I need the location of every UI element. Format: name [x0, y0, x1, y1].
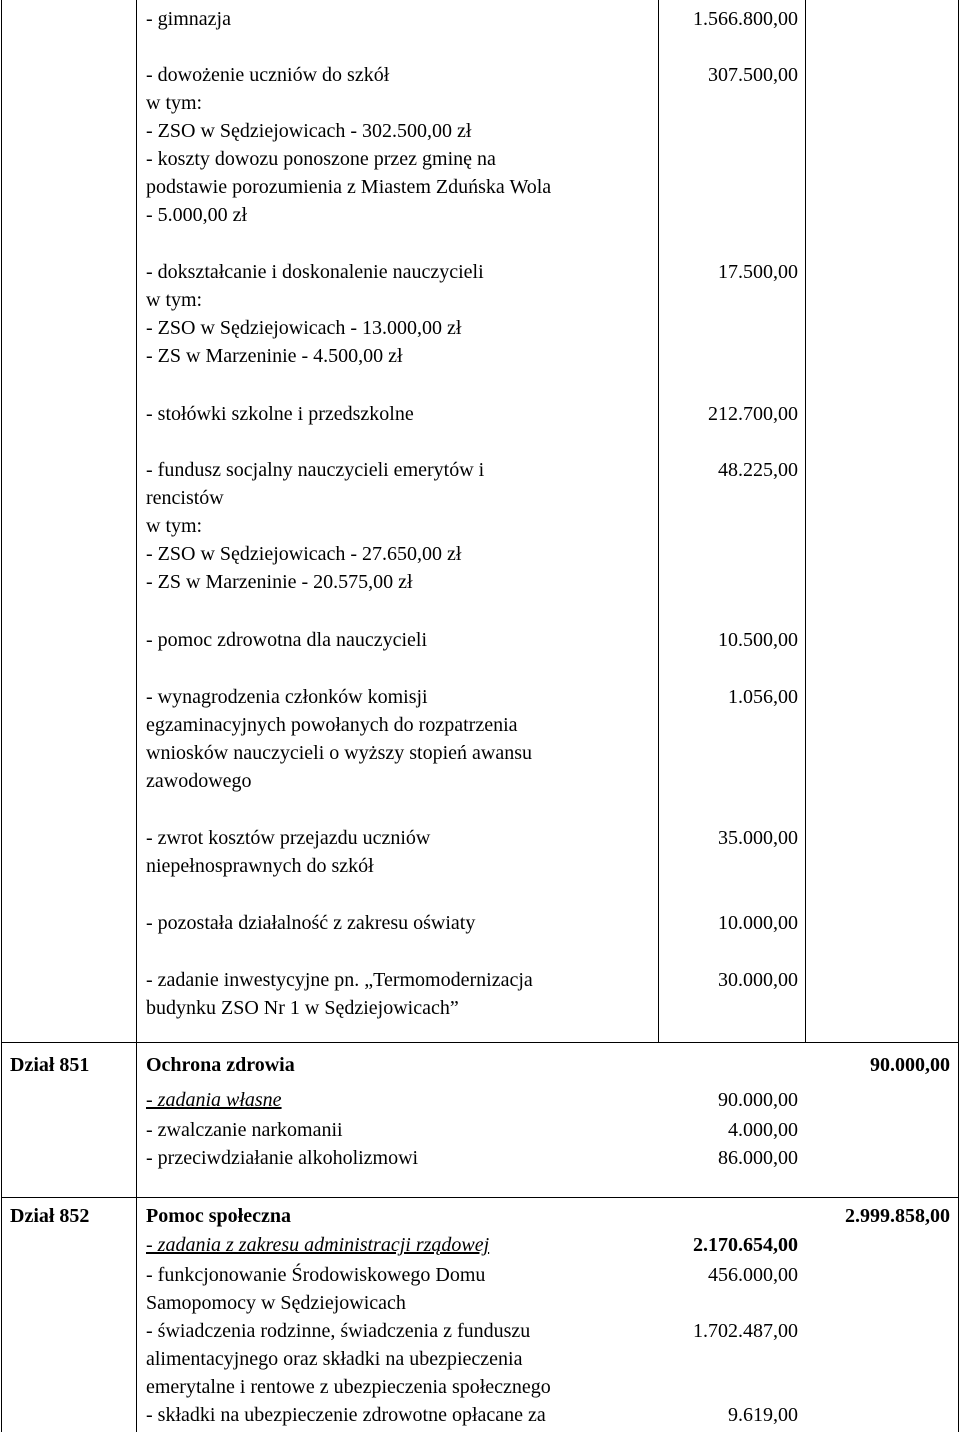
dowozenie-line-5: podstawie porozumienia z Miastem Zduńska Wola [146, 176, 552, 198]
pomoc-zdrowotna-label: - pomoc zdrowotna dla nauczycieli [146, 629, 427, 651]
rule-col3 [805, 0, 806, 1042]
pozostala-amount: 10.000,00 [718, 912, 798, 934]
swiadczenia-line-3: emerytalne i rentowe z ubezpieczenia społecznego [146, 1376, 551, 1398]
fundusz-amount: 48.225,00 [718, 459, 798, 481]
dzial-852-zadania-amount: 2.170.654,00 [693, 1234, 798, 1256]
zwrot-line-1: - zwrot kosztów przejazdu uczniów [146, 827, 431, 849]
rule-col1 [136, 0, 137, 1432]
skladki-label: - składki na ubezpieczenie zdrowotne opłacane za [146, 1404, 546, 1426]
dowozenie-line-4: - koszty dowozu ponoszone przez gminę na [146, 148, 496, 170]
fundusz-line-1: - fundusz socjalny nauczycieli emerytów i [146, 459, 485, 481]
wynagrodzenia-line-4: zawodowego [146, 770, 252, 792]
rule-h-851 [1, 1042, 959, 1043]
inwestycja-line-1: - zadanie inwestycyjne pn. „Termomodernizacja [146, 969, 533, 991]
dzial-851-item-label: - przeciwdziałanie alkoholizmowi [146, 1147, 419, 1169]
gimnazja-label: - gimnazja [146, 8, 231, 30]
rule-right [958, 0, 959, 1432]
swiadczenia-line-2: alimentacyjnego oraz składki na ubezpieczenia [146, 1348, 523, 1370]
sdsm-amount: 456.000,00 [708, 1264, 798, 1286]
dowozenie-line-3: - ZSO w Sędziejowicach - 302.500,00 zł [146, 120, 472, 142]
dzial-851-item-label: - zadania własne [146, 1089, 282, 1111]
sdsm-line-1: - funkcjonowanie Środowiskowego Domu [146, 1264, 486, 1286]
fundusz-line-2: rencistów [146, 487, 224, 509]
dowozenie-line-2: w tym: [146, 92, 203, 114]
stolowki-amount: 212.700,00 [708, 403, 798, 425]
dzial-851-code: Dział 851 [10, 1054, 90, 1076]
dzial-852-code: Dział 852 [10, 1205, 90, 1227]
zwrot-amount: 35.000,00 [718, 827, 798, 849]
dzial-851-item-amount: 90.000,00 [718, 1089, 798, 1111]
doksztalcanie-line-1: - dokształcanie i doskonalenie nauczycieli [146, 261, 484, 283]
dzial-851-item-label: - zwalczanie narkomanii [146, 1119, 343, 1141]
dzial-851-total: 90.000,00 [870, 1054, 950, 1076]
pomoc-zdrowotna-amount: 10.500,00 [718, 629, 798, 651]
swiadczenia-line-1: - świadczenia rodzinne, świadczenia z funduszu [146, 1320, 531, 1342]
dzial-851-name: Ochrona zdrowia [146, 1054, 295, 1076]
inwestycja-amount: 30.000,00 [718, 969, 798, 991]
fundusz-line-3: w tym: [146, 515, 203, 537]
dowozenie-line-1: - dowożenie uczniów do szkół [146, 64, 390, 86]
skladki-amount: 9.619,00 [728, 1404, 798, 1426]
dzial-852-name: Pomoc społeczna [146, 1205, 291, 1227]
inwestycja-line-2: budynku ZSO Nr 1 w Sędziejowicach” [146, 997, 459, 1019]
doksztalcanie-line-3: - ZSO w Sędziejowicach - 13.000,00 zł [146, 317, 462, 339]
gimnazja-amount: 1.566.800,00 [693, 8, 798, 30]
dzial-852-total: 2.999.858,00 [845, 1205, 950, 1227]
doksztalcanie-line-2: w tym: [146, 289, 203, 311]
dzial-851-item-amount: 86.000,00 [718, 1147, 798, 1169]
dowozenie-line-6: - 5.000,00 zł [146, 204, 248, 226]
wynagrodzenia-amount: 1.056,00 [728, 686, 798, 708]
dzial-852-zadania-label: - zadania z zakresu administracji rządowej [146, 1234, 490, 1256]
sdsm-line-2: Samopomocy w Sędziejowicach [146, 1292, 406, 1314]
wynagrodzenia-line-2: egzaminacyjnych powołanych do rozpatrzenia [146, 714, 518, 736]
zwrot-line-2: niepełnosprawnych do szkół [146, 855, 374, 877]
wynagrodzenia-line-3: wniosków nauczycieli o wyższy stopień awansu [146, 742, 533, 764]
rule-left [1, 0, 2, 1432]
doksztalcanie-amount: 17.500,00 [718, 261, 798, 283]
fundusz-line-4: - ZSO w Sędziejowicach - 27.650,00 zł [146, 543, 462, 565]
dzial-851-item-amount: 4.000,00 [728, 1119, 798, 1141]
rule-h-852 [1, 1197, 959, 1198]
dowozenie-amount: 307.500,00 [708, 64, 798, 86]
fundusz-line-5: - ZS w Marzeninie - 20.575,00 zł [146, 571, 413, 593]
doksztalcanie-line-4: - ZS w Marzeninie - 4.500,00 zł [146, 345, 403, 367]
wynagrodzenia-line-1: - wynagrodzenia członków komisji [146, 686, 428, 708]
swiadczenia-amount: 1.702.487,00 [693, 1320, 798, 1342]
pozostala-label: - pozostała działalność z zakresu oświaty [146, 912, 476, 934]
rule-col-amount [658, 0, 659, 1042]
stolowki-label: - stołówki szkolne i przedszkolne [146, 403, 414, 425]
